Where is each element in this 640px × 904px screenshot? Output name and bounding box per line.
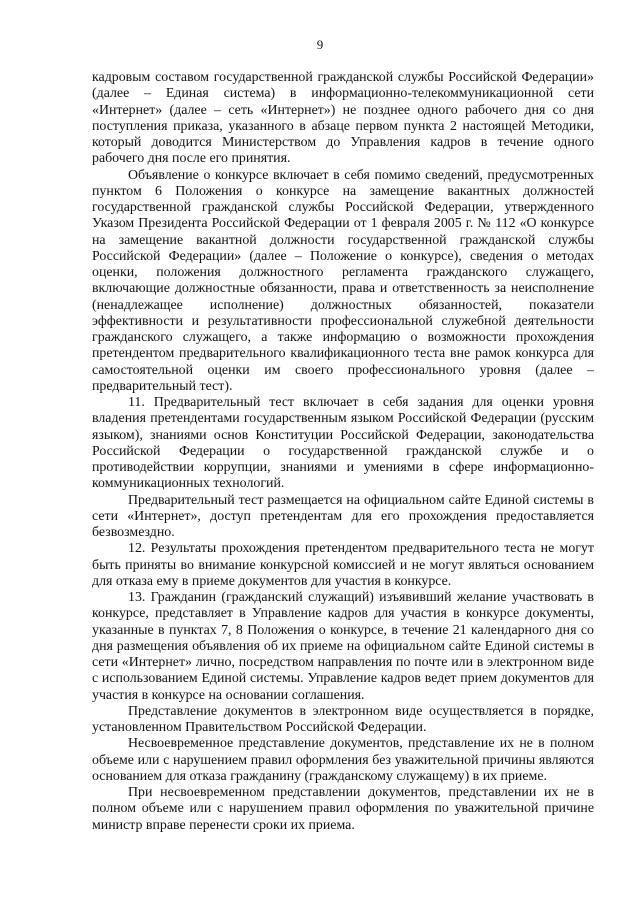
- paragraph-deadline-extension: При несвоевременном представлении документов, представлении их не в полном объеме или с нарушением правил оформления по уважительной причине министр вправе перенести сроки их приема.: [92, 785, 594, 833]
- paragraph-late-submission-refusal: Несвоевременное представление документов, представление их не в полном объеме или с нарушением правил оформления без уважительной причины являются основанием для отказа гражданину (гражданскому служащему) в их приеме.: [92, 736, 594, 784]
- page-number: 9: [316, 37, 324, 52]
- paragraph-item-11: 11. Предварительный тест включает в себя задания для оценки уровня владения претендентами государственным языком Российской Федерации (русским языком), знаниями основ Конституции Российской Федерации, законодательства Российской Федерации о государственной гражданской службе и о противодействии коррупции, знаниями и умениями в сфере информационно-коммуникационных технологий.: [92, 395, 594, 492]
- paragraph-test-placement: Предварительный тест размещается на официальном сайте Единой системы в сети «Интернет», доступ претендентам для его прохождения предоставляется безвозмездно.: [92, 492, 594, 540]
- paragraph-item-13: 13. Гражданин (гражданский служащий) изъявивший желание участвовать в конкурсе, представляет в Управление кадров для участия в конкурсе документы, указанные в пунктах 7, 8 Положения о конкурсе, в течение 21 календарного дня со дня размещения объявления об их приеме на официальном сайте Единой системы в сети «Интернет» лично, посредством направления по почте или в электронном виде с использованием Единой системы. Управление кадров ведет прием документов для участия в конкурсе на основании соглашения.: [92, 590, 594, 703]
- paragraph-announcement-contents: Объявление о конкурсе включает в себя помимо сведений, предусмотренных пунктом 6 Положения о конкурсе на замещение вакантных должностей государственной гражданской службы Российской Федерации, утвержденного Указом Президента Российской Федерации от 1 февраля 2005 г. № 112 «О конкурсе на замещение вакантной должности государственной гражданской службы Российской Федерации» (далее – Положение о конкурсе), сведения о методах оценки, положения должностного регламента гражданского служащего, включающие должностные обязанности, права и ответственность за неисполнение (ненадлежащее исполнение) должностных обязанностей, показатели эффективности и результативности профессиональной служебной деятельности гражданского служащего, а также информацию о возможности прохождения претендентом предварительного квалификационного теста вне рамок конкурса для самостоятельной оценки им своего профессионального уровня (далее – предварительный тест).: [92, 167, 594, 394]
- paragraph-electronic-submission: Представление документов в электронном виде осуществляется в порядке, установленном Правительством Российской Федерации.: [92, 703, 594, 735]
- document-body: [92, 70, 594, 834]
- paragraph-continuation: кадровым составом государственной гражданской службы Российской Федерации» (далее – Единая система) в информационно-телекоммуникационной сети «Интернет» (далее – сеть «Интернет») не позднее одного рабочего дня со дня поступления приказа, указанного в абзаце первом пункта 2 настоящей Методики, который доводится Министерством до Управления кадров в течение одного рабочего дня после его принятия.: [92, 70, 594, 167]
- paragraph-item-12: 12. Результаты прохождения претендентом предварительного теста не могут быть приняты во внимание конкурсной комиссией и не могут являться основанием для отказа ему в приеме документов для участия в конкурсе.: [92, 541, 594, 589]
